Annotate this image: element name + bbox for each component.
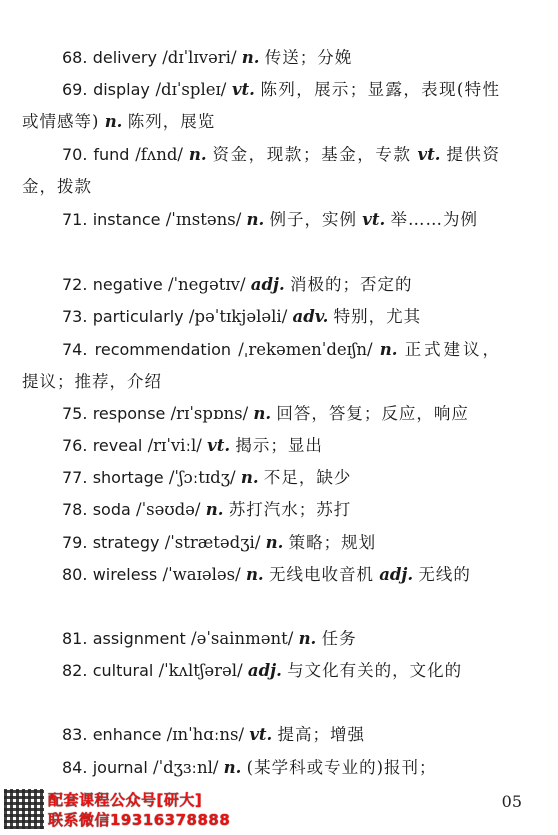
entry-number: 79. (62, 533, 88, 552)
entry-definition: 苏打汽水；苏打 (228, 500, 352, 519)
entry-pronunciation: /əˈsainmənt/ (191, 629, 294, 648)
entry-part-of-speech: adv. (292, 307, 329, 326)
entry-definition-2: 举……为例 (390, 210, 478, 229)
vocab-entry (22, 719, 500, 751)
entry-part-of-speech-2: adj. (379, 565, 414, 584)
entry-pronunciation: /pəˈtɪkjələli/ (188, 307, 288, 326)
entry-part-of-speech: n. (223, 758, 242, 777)
entry-part-of-speech: n. (245, 565, 264, 584)
entry-definition: 传送；分娩 (264, 48, 353, 67)
entry-number: 76. (62, 436, 88, 455)
entry-pronunciation: /dɪˈspleɪ/ (155, 80, 227, 99)
entry-number: 74. (62, 340, 88, 359)
vocab-entry (22, 398, 500, 430)
entry-part-of-speech: adj. (247, 661, 282, 680)
entry-number: 78. (62, 500, 88, 519)
entry-number: 82. (62, 661, 88, 680)
entry-definition: 与文化有关的，文化的 (287, 661, 463, 680)
footer-promo-line-1: 配套课程公众号[研大] (48, 791, 203, 809)
entry-word: negative (92, 275, 163, 294)
entry-definition: 资金，现款；基金，专款 (212, 145, 412, 164)
entry-pronunciation: /ˈwaɪələs/ (162, 565, 241, 584)
entry-definition: 策略；规划 (288, 533, 377, 552)
entry-definition: 正式建议，提议；推荐，介绍 (22, 340, 500, 392)
entry-word: display (93, 80, 150, 99)
vocab-entry (22, 430, 500, 462)
vocab-entry (22, 42, 500, 74)
entry-word: response (92, 404, 166, 423)
entry-pronunciation: /rɪˈviːl/ (147, 436, 202, 455)
entry-word: soda (92, 500, 131, 519)
page-number: 05 (501, 792, 522, 811)
entry-number: 81. (62, 629, 88, 648)
entry-part-of-speech-2: n. (104, 112, 123, 132)
entry-number: 83. (62, 725, 88, 744)
entry-number: 71. (62, 210, 88, 229)
entry-word: enhance (92, 725, 162, 744)
entry-word: delivery (92, 48, 157, 67)
vocab-entry (22, 559, 500, 591)
vocab-entry (22, 139, 500, 204)
vocab-entry (22, 334, 500, 399)
entry-word: wireless (92, 565, 158, 584)
entry-pronunciation: /ɪnˈhɑːns/ (166, 725, 245, 744)
entry-word: instance (92, 210, 161, 229)
entry-word: fund (93, 145, 130, 164)
entry-definition: 任务 (321, 629, 357, 648)
entry-number: 72. (62, 275, 88, 294)
entry-definition: 陈列，展示；显露，表现(特性或情感等) (22, 80, 501, 132)
entry-definition: (某学科或专业的)报刊； (246, 758, 437, 777)
entry-part-of-speech: n. (246, 210, 265, 229)
entry-definition: 无线电收音机 (268, 565, 374, 584)
entry-part-of-speech-2: vt. (362, 210, 386, 229)
entry-word: journal (92, 758, 148, 777)
entry-number: 80. (62, 565, 88, 584)
entry-definition: 消极的；否定的 (290, 275, 413, 294)
entry-part-of-speech: vt. (249, 725, 273, 744)
entry-part-of-speech: vt. (207, 436, 231, 455)
footer-promo-line-2: 联系微信19316378888 (48, 811, 231, 829)
vocab-entry (22, 269, 500, 301)
entry-part-of-speech: n. (205, 500, 224, 519)
entry-pronunciation: /ˈkʌltʃərəl/ (158, 661, 243, 680)
entry-part-of-speech: n. (188, 145, 207, 164)
entry-definition-2: 提供资金，拨款 (22, 145, 501, 197)
entry-word: recommendation (94, 340, 232, 359)
entry-word: assignment (92, 629, 186, 648)
entry-part-of-speech: n. (241, 48, 260, 67)
entry-number: 75. (62, 404, 88, 423)
entry-definition-2: 陈列，展览 (127, 112, 216, 132)
entry-pronunciation: /ˈʃɔːtɪdʒ/ (168, 468, 236, 487)
entry-part-of-speech: n. (253, 404, 272, 423)
vocab-entry (22, 204, 500, 236)
entry-pronunciation: /ˈdʒɜːnl/ (153, 758, 219, 777)
entry-part-of-speech: vt. (231, 80, 255, 99)
entry-pronunciation: /ˈneɡətɪv/ (167, 275, 246, 294)
vocab-entry (22, 623, 500, 655)
vocab-entry (22, 301, 500, 333)
entry-definition: 例子，实例 (269, 210, 357, 229)
entry-part-of-speech: n. (265, 533, 284, 552)
vocab-entry (22, 527, 500, 559)
vocab-entry (22, 462, 500, 494)
entry-word: cultural (92, 661, 154, 680)
entry-pronunciation: /dɪˈlɪvəri/ (162, 48, 237, 67)
entry-definition: 不足，缺少 (263, 468, 352, 487)
entry-number: 73. (62, 307, 88, 326)
entry-word: reveal (92, 436, 143, 455)
entry-pronunciation: /ˈsəʊdə/ (136, 500, 201, 519)
entry-word: strategy (92, 533, 160, 552)
entry-part-of-speech: n. (298, 629, 317, 648)
entry-number: 70. (62, 145, 88, 164)
entry-part-of-speech: adj. (250, 275, 285, 294)
entry-number: 69. (62, 80, 88, 99)
vocab-entry (22, 655, 500, 687)
entry-word: shortage (92, 468, 164, 487)
entry-definition: 回答，答复；反应，响应 (276, 404, 469, 423)
vocab-entry (22, 74, 500, 139)
entry-part-of-speech-2: vt. (417, 145, 441, 164)
entry-number: 84. (62, 758, 88, 777)
vocab-entry (22, 752, 500, 784)
entry-pronunciation: /rɪˈspɒns/ (170, 404, 249, 423)
vocab-entry (22, 494, 500, 526)
entry-definition-2: 无线的 (418, 565, 471, 584)
entry-part-of-speech: n. (379, 340, 398, 359)
qr-code-icon (4, 789, 44, 829)
entry-number: 68. (62, 48, 88, 67)
entry-definition: 揭示；显出 (235, 436, 323, 455)
entry-number: 77. (62, 468, 88, 487)
entry-pronunciation: /ˌrekəmenˈdeɪʃn/ (238, 340, 373, 359)
entry-word: particularly (92, 307, 184, 326)
entry-pronunciation: /ˈɪnstəns/ (165, 210, 242, 229)
entry-pronunciation: /ˈstrætədʒi/ (164, 533, 261, 552)
entry-definition: 提高；增强 (277, 725, 366, 744)
entry-definition: 特别，尤其 (333, 307, 422, 326)
entry-part-of-speech: n. (240, 468, 259, 487)
entry-pronunciation: /fʌnd/ (135, 145, 183, 164)
